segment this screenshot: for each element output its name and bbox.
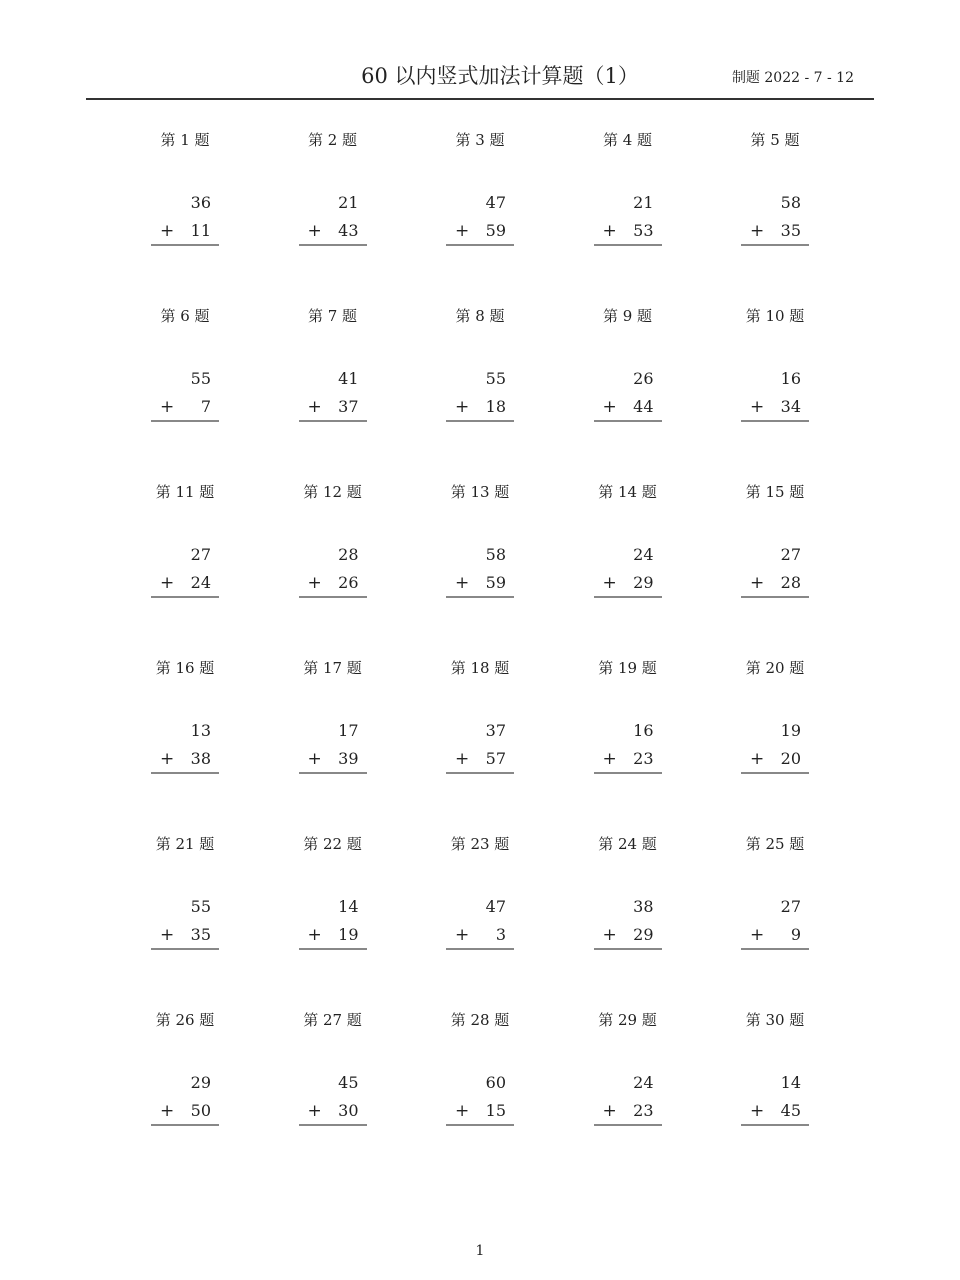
addend-top: 41 [338, 369, 359, 388]
addend-top: 55 [485, 369, 506, 388]
addend-top: 36 [190, 193, 211, 212]
answer-line [594, 596, 662, 598]
addend-top: 13 [190, 721, 211, 740]
answer-line [594, 244, 662, 246]
addend-top: 24 [633, 545, 654, 564]
addition-problem [594, 1011, 662, 1129]
problem-label: 第 19 题 [598, 659, 657, 677]
plus-sign: + [455, 925, 470, 945]
addend-bottom: 44 [633, 397, 654, 416]
addition-problem [151, 131, 219, 249]
addend-bottom: 34 [780, 397, 801, 416]
answer-line [446, 244, 514, 246]
addend-bottom: 23 [633, 749, 654, 768]
addend-top: 16 [633, 721, 654, 740]
addend-top: 21 [338, 193, 359, 212]
plus-sign: + [750, 573, 765, 593]
answer-line [299, 420, 367, 422]
plus-sign: + [160, 573, 175, 593]
problem-label: 第 13 题 [450, 483, 510, 501]
plus-sign: + [750, 397, 765, 417]
plus-sign: + [307, 749, 322, 769]
addition-problem [741, 307, 809, 425]
addition-problem [594, 483, 662, 601]
addend-bottom: 39 [338, 749, 359, 768]
problem-label: 第 26 题 [155, 1011, 215, 1029]
addend-top: 26 [633, 369, 654, 388]
addend-bottom: 28 [780, 573, 801, 592]
plus-sign: + [307, 573, 322, 593]
addend-bottom: 57 [485, 749, 506, 768]
worksheet-date: 制题 2022 - 7 - 12 [731, 70, 854, 86]
problem-label: 第 7 题 [307, 307, 358, 325]
addend-bottom: 7 [200, 397, 211, 416]
answer-line [299, 772, 367, 774]
problem-label: 第 23 题 [450, 835, 510, 853]
addition-problem [446, 483, 514, 601]
plus-sign: + [160, 925, 175, 945]
plus-sign: + [602, 925, 617, 945]
addition-problem [741, 131, 809, 249]
addend-bottom: 26 [338, 573, 359, 592]
plus-sign: + [160, 221, 175, 241]
addition-problem [151, 483, 219, 601]
problem-label: 第 12 题 [303, 483, 362, 501]
addend-bottom: 29 [633, 925, 654, 944]
addition-problem [151, 835, 219, 953]
answer-line [446, 772, 514, 774]
answer-line [299, 596, 367, 598]
answer-line [594, 1124, 662, 1126]
addend-bottom: 38 [190, 749, 211, 768]
addend-bottom: 3 [495, 925, 506, 944]
addition-problem [594, 307, 662, 425]
answer-line [299, 1124, 367, 1126]
addition-problem [741, 483, 809, 601]
problem-label: 第 20 题 [745, 659, 805, 677]
addend-bottom: 45 [780, 1101, 801, 1120]
plus-sign: + [455, 1101, 470, 1121]
problem-label: 第 18 题 [450, 659, 510, 677]
addend-bottom: 59 [485, 573, 506, 592]
answer-line [151, 948, 219, 950]
addend-top: 45 [338, 1073, 359, 1092]
addend-top: 16 [780, 369, 801, 388]
addend-bottom: 37 [338, 397, 359, 416]
answer-line [594, 420, 662, 422]
addend-bottom: 53 [633, 221, 654, 240]
addend-top: 47 [485, 897, 506, 916]
answer-line [446, 420, 514, 422]
answer-line [446, 596, 514, 598]
addition-problem [594, 131, 662, 249]
addend-top: 21 [633, 193, 654, 212]
problem-label: 第 10 题 [745, 307, 805, 325]
addend-bottom: 18 [485, 397, 506, 416]
addition-problem [594, 835, 662, 953]
plus-sign: + [307, 1101, 322, 1121]
addend-top: 58 [780, 193, 801, 212]
answer-line [151, 596, 219, 598]
addition-problem [299, 1011, 367, 1129]
addition-problem [299, 835, 367, 953]
plus-sign: + [750, 221, 765, 241]
answer-line [446, 948, 514, 950]
answer-line [741, 948, 809, 950]
answer-line [594, 772, 662, 774]
problem-label: 第 28 题 [450, 1011, 510, 1029]
problem-label: 第 11 题 [155, 483, 215, 501]
plus-sign: + [750, 925, 765, 945]
problem-label: 第 1 题 [160, 131, 210, 149]
problem-label: 第 24 题 [598, 835, 657, 853]
plus-sign: + [160, 749, 175, 769]
problem-label: 第 29 题 [598, 1011, 657, 1029]
answer-line [151, 244, 219, 246]
problem-label: 第 2 题 [307, 131, 358, 149]
plus-sign: + [455, 573, 470, 593]
addend-top: 27 [780, 897, 801, 916]
addend-top: 27 [780, 545, 801, 564]
plus-sign: + [307, 221, 322, 241]
addend-bottom: 15 [485, 1101, 506, 1120]
answer-line [741, 596, 809, 598]
addition-problem [446, 1011, 514, 1129]
problem-label: 第 6 题 [160, 307, 210, 325]
plus-sign: + [160, 397, 175, 417]
problem-label: 第 15 题 [745, 483, 805, 501]
plus-sign: + [455, 397, 470, 417]
answer-line [299, 244, 367, 246]
plus-sign: + [750, 1101, 765, 1121]
addend-top: 19 [780, 721, 801, 740]
addition-problem [299, 483, 367, 601]
addition-problem [446, 131, 514, 249]
worksheet-title: 60 以内竖式加法计算题（1） [361, 64, 639, 88]
plus-sign: + [602, 749, 617, 769]
addition-problem [741, 1011, 809, 1129]
problem-label: 第 21 题 [155, 835, 215, 853]
addend-top: 55 [190, 897, 211, 916]
problem-label: 第 8 题 [455, 307, 505, 325]
problem-label: 第 30 题 [745, 1011, 805, 1029]
answer-line [741, 1124, 809, 1126]
answer-line [299, 948, 367, 950]
addend-top: 17 [338, 721, 359, 740]
answer-line [594, 948, 662, 950]
problem-label: 第 5 题 [750, 131, 800, 149]
addition-problem [151, 659, 219, 777]
addition-problem [446, 835, 514, 953]
answer-line [151, 772, 219, 774]
addend-bottom: 24 [190, 573, 211, 592]
problem-label: 第 14 题 [598, 483, 657, 501]
problem-label: 第 16 题 [155, 659, 215, 677]
addend-top: 38 [633, 897, 654, 916]
addend-bottom: 35 [780, 221, 801, 240]
plus-sign: + [160, 1101, 175, 1121]
problem-label: 第 17 题 [303, 659, 362, 677]
page-number: 1 [475, 1243, 485, 1259]
addend-top: 28 [338, 545, 359, 564]
addition-problem [446, 659, 514, 777]
addend-top: 24 [633, 1073, 654, 1092]
problem-label: 第 4 题 [602, 131, 653, 149]
problem-label: 第 22 题 [303, 835, 362, 853]
addition-problem [446, 307, 514, 425]
addend-bottom: 50 [190, 1101, 211, 1120]
plus-sign: + [307, 925, 322, 945]
header-rule [86, 98, 874, 100]
addition-problem [299, 131, 367, 249]
addition-problem [151, 307, 219, 425]
answer-line [151, 1124, 219, 1126]
plus-sign: + [455, 221, 470, 241]
plus-sign: + [602, 1101, 617, 1121]
addend-bottom: 59 [485, 221, 506, 240]
addend-bottom: 20 [780, 749, 801, 768]
addend-bottom: 9 [790, 925, 801, 944]
addend-top: 55 [190, 369, 211, 388]
problem-label: 第 27 题 [303, 1011, 362, 1029]
addend-bottom: 19 [338, 925, 359, 944]
plus-sign: + [602, 221, 617, 241]
addition-problem [594, 659, 662, 777]
answer-line [741, 772, 809, 774]
addition-problem [741, 835, 809, 953]
problem-label: 第 3 题 [455, 131, 505, 149]
addend-bottom: 35 [190, 925, 211, 944]
addition-problem [741, 659, 809, 777]
plus-sign: + [602, 397, 617, 417]
plus-sign: + [455, 749, 470, 769]
answer-line [741, 244, 809, 246]
answer-line [446, 1124, 514, 1126]
addend-bottom: 11 [190, 221, 211, 240]
addend-top: 27 [190, 545, 211, 564]
addend-top: 60 [485, 1073, 506, 1092]
addition-problem [299, 659, 367, 777]
answer-line [151, 420, 219, 422]
plus-sign: + [602, 573, 617, 593]
addend-bottom: 30 [338, 1101, 359, 1120]
addend-bottom: 23 [633, 1101, 654, 1120]
addend-top: 14 [780, 1073, 801, 1092]
answer-line [741, 420, 809, 422]
addend-top: 37 [485, 721, 506, 740]
addition-problem [299, 307, 367, 425]
plus-sign: + [307, 397, 322, 417]
addend-bottom: 43 [338, 221, 359, 240]
addend-top: 14 [338, 897, 359, 916]
addend-top: 29 [190, 1073, 211, 1092]
addend-top: 47 [485, 193, 506, 212]
addition-problem [151, 1011, 219, 1129]
problem-label: 第 25 题 [745, 835, 805, 853]
problem-label: 第 9 题 [602, 307, 653, 325]
addend-bottom: 29 [633, 573, 654, 592]
addend-top: 58 [485, 545, 506, 564]
plus-sign: + [750, 749, 765, 769]
